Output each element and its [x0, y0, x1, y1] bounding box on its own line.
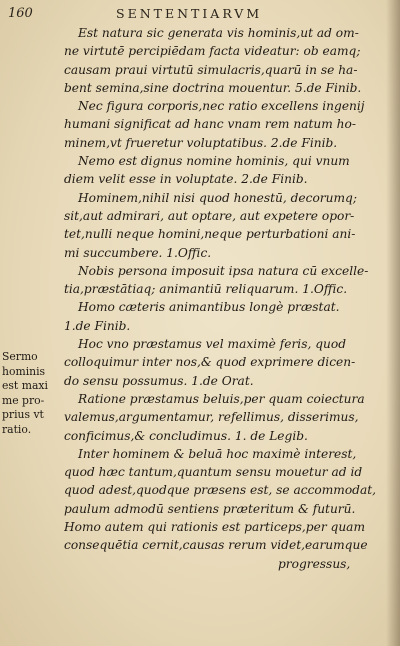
text-line: Homo autem qui rationis est particeps,per quam — [64, 520, 365, 535]
text-line: ne virtutē percipiēdam facta videatur: ob eamq; — [64, 44, 361, 59]
margin-note-line: Sermo — [2, 350, 38, 363]
text-line: do sensu possumus. 1.de Orat. — [64, 373, 254, 388]
text-line: Nemo est dignus nomine hominis, qui vnum — [78, 154, 350, 169]
text-line: minem,vt frueretur voluptatibus. 2.de Finib. — [64, 135, 338, 150]
text-line: quod adest,quodque præsens est, se accommodat, — [64, 483, 377, 498]
text-line: Ratione præstamus beluis,per quam coiectura — [78, 391, 365, 406]
text-line: Nobis persona imposuit ipsa natura cū excelle- — [78, 263, 369, 278]
text-line: tet,nulli neque homini,neque perturbationi ani- — [64, 227, 356, 242]
body-text — [64, 24, 384, 573]
text-line: progressus, — [278, 556, 351, 571]
text-line: conficimus,& concludimus. 1. de Legib. — [64, 428, 308, 443]
text-line: Hoc vno præstamus vel maximè feris, quod — [78, 337, 346, 352]
margin-note-line: prius vt — [2, 408, 44, 421]
text-line: colloquimur inter nos,& quod exprimere dicen- — [64, 355, 356, 370]
page-number: 160 — [8, 6, 33, 21]
margin-note-line: ratio. — [2, 422, 32, 436]
text-line: consequētia cernit,causas rerum videt,earumque — [64, 538, 368, 553]
running-title: SENTENTIARVM — [116, 6, 263, 21]
text-line: Homo cæteris animantibus longè præstat. — [78, 300, 340, 315]
text-line: diem velit esse in voluptate. 2.de Finib. — [64, 172, 308, 187]
gutter-shadow — [386, 0, 400, 646]
margin-note-line: me pro- — [2, 393, 45, 407]
text-line: quod hæc tantum,quantum sensu mouetur ad id — [64, 465, 363, 480]
text-line: 1.de Finib. — [64, 318, 131, 333]
text-line: humani significat ad hanc vnam rem natum ho- — [64, 117, 356, 132]
text-line: Est natura sic generata vis hominis,ut ad om- — [78, 26, 359, 40]
text-line: sit,aut admirari, aut optare, aut expetere opor- — [64, 208, 355, 223]
page-header — [6, 6, 386, 26]
margin-note-line: est maxi — [2, 379, 48, 392]
text-line: valemus,argumentamur, refellimus, disserimus, — [64, 410, 359, 425]
text-line: Inter hominem & beluā hoc maximè interest, — [78, 446, 357, 461]
text-line: bent semina,sine doctrina mouentur. 5.de Finib. — [64, 80, 362, 95]
text-line: Nec figura corporis,nec ratio excellens ingenij — [78, 99, 365, 114]
text-line: paulum admodū sentiens præteritum & futurū. — [64, 501, 356, 516]
text-line: Hominem,nihil nisi quod honestū, decorumq; — [78, 190, 357, 205]
margin-note-line: hominis — [2, 364, 46, 378]
text-line: tia,præstātiaq; animantiū reliquarum. 1.Offic. — [64, 282, 348, 297]
margin-note — [2, 350, 68, 437]
text-line: mi succumbere. 1.Offic. — [64, 245, 212, 260]
text-line: causam praui virtutū simulacris,quarū in se ha- — [64, 62, 358, 77]
